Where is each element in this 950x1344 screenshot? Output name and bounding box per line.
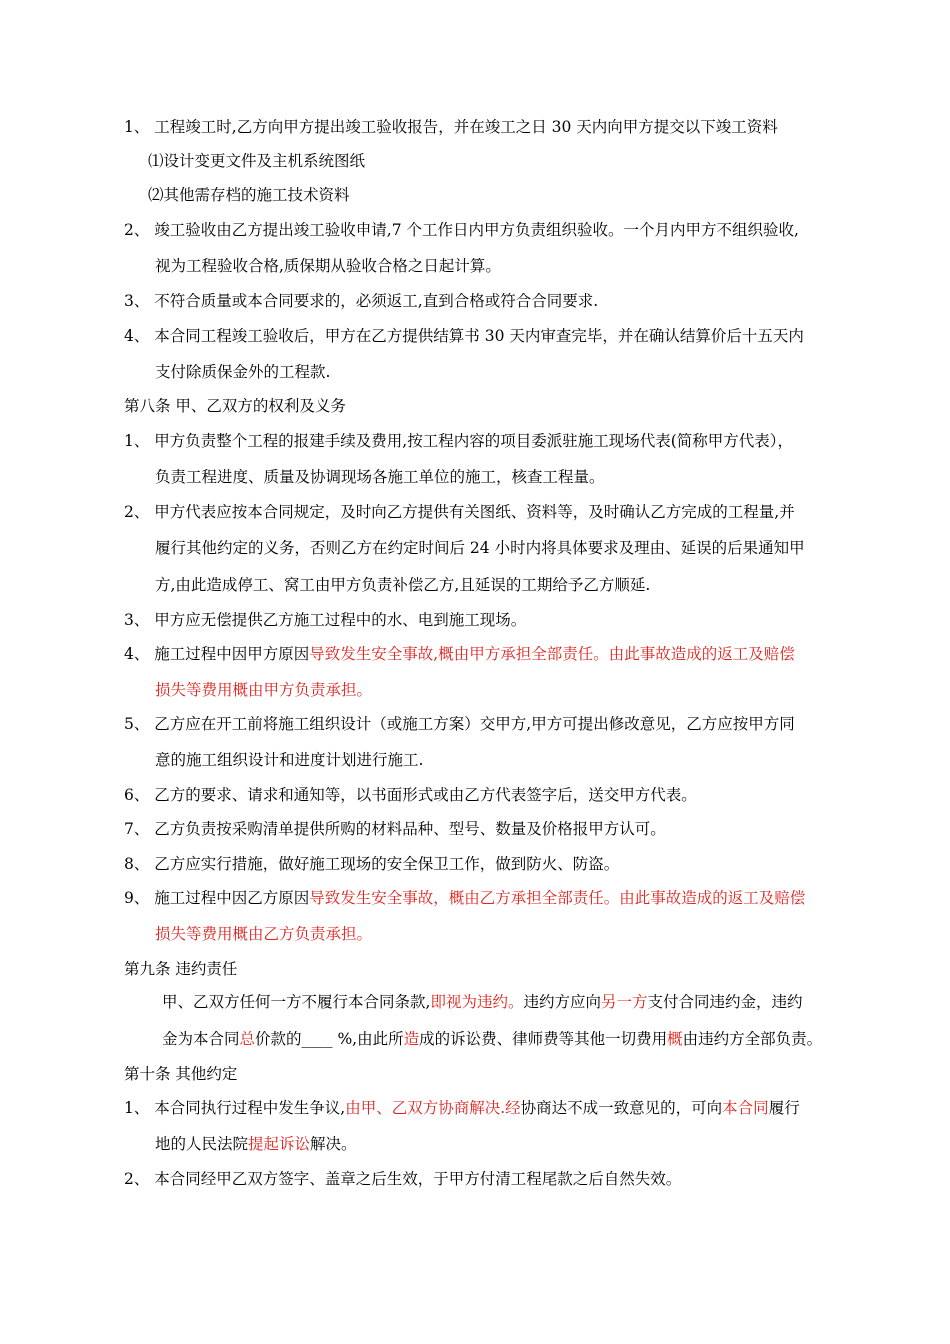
text-segment: 5、 乙方应在开工前将施工组织设计（或施工方案）交甲方,甲方可提出修改意见，乙方应按甲方同 <box>124 715 795 733</box>
highlighted-text: 由甲、乙双方协商解决.经 <box>345 1099 521 1117</box>
highlighted-text: 提起诉讼 <box>248 1135 311 1153</box>
text-line <box>124 959 237 979</box>
text-line <box>124 431 793 451</box>
text-segment: 7、 乙方负责按采购清单提供所购的材料品种、型号、数量及价格报甲方认可。 <box>124 820 666 838</box>
text-line <box>124 326 804 346</box>
highlighted-text: 概 <box>667 1030 683 1048</box>
text-line <box>148 151 365 171</box>
text-segment: 第九条 违约责任 <box>124 960 238 978</box>
text-segment: 金为本合同 <box>162 1030 240 1048</box>
text-line <box>124 291 598 311</box>
text-line <box>124 396 346 416</box>
text-segment: 3、 甲方应无偿提供乙方施工过程中的水、电到施工现场。 <box>124 611 527 629</box>
text-segment: 9、 施工过程中因乙方原因 <box>124 889 310 907</box>
text-line <box>148 185 350 205</box>
text-segment: 支付除质保金外的工程款. <box>155 363 331 381</box>
text-line <box>124 220 799 240</box>
text-segment: 履行 <box>768 1099 800 1117</box>
highlighted-text: 导致发生安全事故，概由乙方承担全部责任。由此事故造成的返工及赔偿 <box>309 889 806 907</box>
text-line <box>124 1098 800 1118</box>
text-segment: 协商达不成一致意见的，可向 <box>520 1099 723 1117</box>
highlighted-text: 另一方 <box>600 993 648 1011</box>
highlighted-text: 损失等费用概由甲方负责承担。 <box>155 681 373 699</box>
text-segment: 履行其他约定的义务，否则乙方在约定时间后 24 小时内将具体要求及理由、延误的后果通知甲 <box>155 539 805 557</box>
text-segment: 意的施工组织设计和进度计划进行施工. <box>155 751 424 769</box>
highlighted-text: 导致发生安全事故,概由甲方承担全部责任。由此事故造成的返工及赔偿 <box>309 645 795 663</box>
text-line <box>155 362 330 382</box>
text-line <box>124 819 666 839</box>
text-segment: 6、 乙方的要求、请求和通知等，以书面形式或由乙方代表签字后，送交甲方代表。 <box>124 786 697 804</box>
text-line <box>124 117 778 137</box>
highlighted-text: 造 <box>403 1030 420 1048</box>
text-segment: 第八条 甲、乙双方的权利及义务 <box>124 397 346 415</box>
text-segment: 2、 本合同经甲乙双方签字、盖章之后生效，于甲方付清工程尾款之后自然失效。 <box>124 1170 682 1188</box>
text-segment: 方,由此造成停工、窝工由甲方负责补偿乙方,且延误的工期给予乙方顺延. <box>155 576 651 594</box>
text-segment: ⑵其他需存档的施工技术资料 <box>148 186 350 204</box>
text-segment: 甲、乙双方任何一方不履行本合同条款, <box>162 993 431 1011</box>
text-segment: 支付合同违约金，违约 <box>647 993 803 1011</box>
text-line <box>162 992 803 1012</box>
text-line <box>124 714 795 734</box>
text-line <box>155 680 372 700</box>
text-segment: 1、 甲方负责整个工程的报建手续及费用,按工程内容的项目委派驻施工现场代表(简称甲方代表）， <box>124 432 794 450</box>
text-line <box>124 610 526 630</box>
highlighted-text: 损失等费用概由乙方负责承担。 <box>155 925 373 943</box>
text-line <box>124 854 619 874</box>
text-segment: 负责工程进度、质量及协调现场各施工单位的施工，核查工程量。 <box>155 468 605 486</box>
text-segment: 4、 施工过程中因甲方原因 <box>124 645 310 663</box>
text-segment: 成的诉讼费、律师费等其他一切费用 <box>419 1030 668 1048</box>
text-segment: 2、 甲方代表应按本合同规定，及时向乙方提供有关图纸、资料等，及时确认乙方完成的工程量,并 <box>124 503 795 521</box>
text-line <box>124 888 805 908</box>
text-segment: 价款的____ %,由此所 <box>255 1030 404 1048</box>
text-segment: 违约方应向 <box>523 993 601 1011</box>
text-segment: 视为工程验收合格,质保期从验收合格之日起计算。 <box>155 257 501 275</box>
text-line <box>155 467 605 487</box>
highlighted-text: 总 <box>239 1030 256 1048</box>
text-segment: 地的人民法院 <box>155 1135 249 1153</box>
text-line <box>155 924 372 944</box>
text-segment: 1、 本合同执行过程中发生争议, <box>124 1099 346 1117</box>
text-line <box>155 1134 357 1154</box>
text-line <box>162 1029 822 1049</box>
text-segment: 1、 工程竣工时,乙方向甲方提出竣工验收报告，并在竣工之日 30 天内向甲方提交以下竣工资料 <box>124 118 778 136</box>
text-line <box>124 644 795 664</box>
text-segment: 3、 不符合质量或本合同要求的，必须返工,直到合格或符合合同要求. <box>124 292 599 310</box>
text-segment: 4、 本合同工程竣工验收后，甲方在乙方提供结算书 30 天内审查完毕，并在确认结算价后十五天内 <box>124 327 804 345</box>
text-segment: 第十条 其他约定 <box>124 1065 238 1083</box>
text-segment: ⑴设计变更文件及主机系统图纸 <box>148 152 366 170</box>
text-line <box>155 256 501 276</box>
text-line <box>124 785 697 805</box>
text-segment: 由违约方全部负责。 <box>682 1030 823 1048</box>
text-line <box>124 1169 681 1189</box>
text-segment: 解决。 <box>310 1135 357 1153</box>
text-line <box>124 1064 237 1084</box>
text-segment: 2、 竣工验收由乙方提出竣工验收申请,7 个工作日内甲方负责组织验收。一个月内甲方不组织验收, <box>124 221 799 239</box>
text-line <box>155 575 650 595</box>
text-line <box>155 538 805 558</box>
text-segment: 8、 乙方应实行措施，做好施工现场的安全保卫工作，做到防火、防盗。 <box>124 855 620 873</box>
highlighted-text: 本合同 <box>722 1099 769 1117</box>
highlighted-text: 即视为违约。 <box>430 993 524 1011</box>
text-line <box>155 750 423 770</box>
text-line <box>124 502 795 522</box>
